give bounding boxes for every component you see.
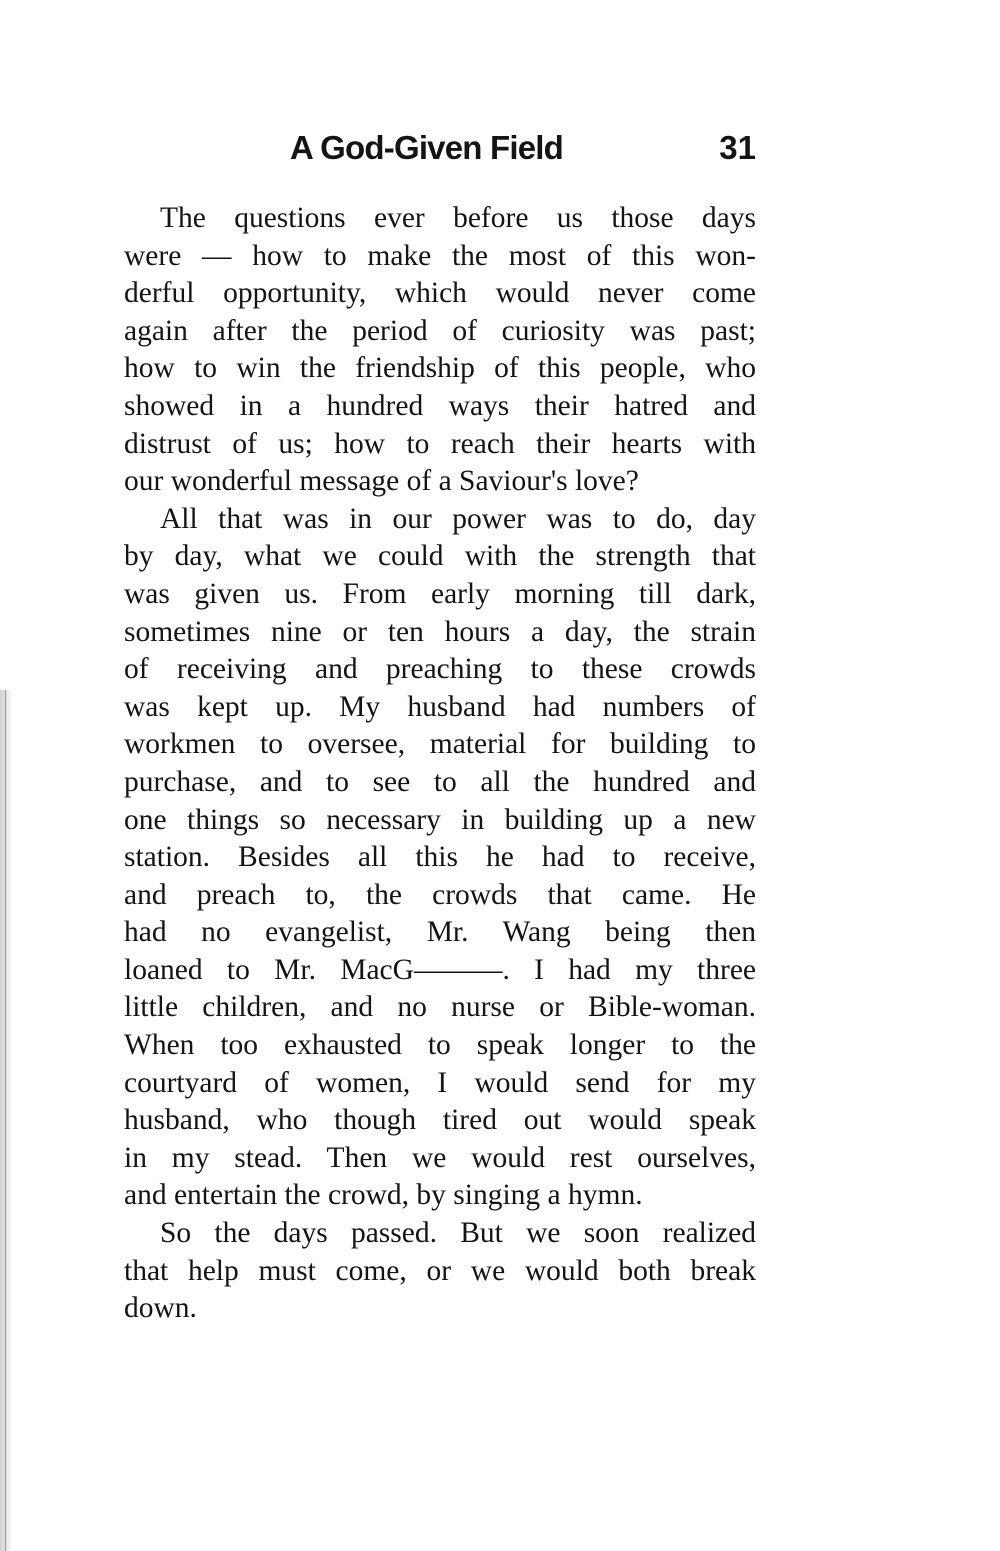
text-line: one things so necessary in building up a new [124,803,756,836]
body-text [124,200,756,1328]
text-line: our wonderful message of a Saviour's love? [124,465,639,498]
text-line: The questions ever before us those days [160,202,756,234]
text-line: derful opportunity, which would never come [124,277,756,310]
text-line: workmen to oversee, material for building to [124,728,756,761]
text-line: courtyard of women, I would send for my [124,1066,756,1099]
text-line: that help must come, or we would both break [124,1254,756,1287]
running-title: A God-Given Field [290,129,564,166]
text-line: husband, who though tired out would speak [124,1104,756,1137]
text-line: station. Besides all this he had to receive, [124,841,756,874]
text-line: sometimes nine or ten hours a day, the strain [124,615,756,648]
text-line: purchase, and to see to all the hundred and [124,765,756,798]
page-header [124,126,756,170]
page-number: 31 [719,129,756,166]
text-line: showed in a hundred ways their hatred and [124,389,756,422]
text-line: was given us. From early morning till dark, [124,577,756,610]
text-line: had no evangelist, Mr. Wang being then [124,916,756,949]
paragraph [124,200,756,501]
text-line: When too exhausted to speak longer to the [124,1029,756,1062]
text-line: in my stead. Then we would rest ourselves, [124,1141,756,1174]
text-line: was kept up. My husband had numbers of [124,690,756,723]
binding-gutter-shadow [0,690,12,1551]
text-line: All that was in our power was to do, day [160,502,756,535]
text-line: by day, what we could with the strength that [124,540,756,573]
text-line: again after the period of curiosity was past; [124,314,756,347]
text-line: of receiving and preaching to these crowds [124,653,756,686]
binding-gutter-line [5,690,6,1551]
text-line: So the days passed. But we soon realized [160,1217,756,1250]
paragraph [124,501,756,1215]
text-line: down. [124,1292,197,1325]
text-line: loaned to Mr. MacG———. I had my three [124,953,756,986]
text-line: how to win the friendship of this people, who [124,352,756,385]
text-line: and entertain the crowd, by singing a hymn. [124,1179,643,1212]
text-line: little children, and no nurse or Bible-woman. [124,991,756,1024]
text-line: were — how to make the most of this won- [124,239,756,272]
text-line: and preach to, the crowds that came. He [124,878,756,911]
text-line: distrust of us; how to reach their hearts with [124,427,756,460]
paragraph [124,1215,756,1328]
